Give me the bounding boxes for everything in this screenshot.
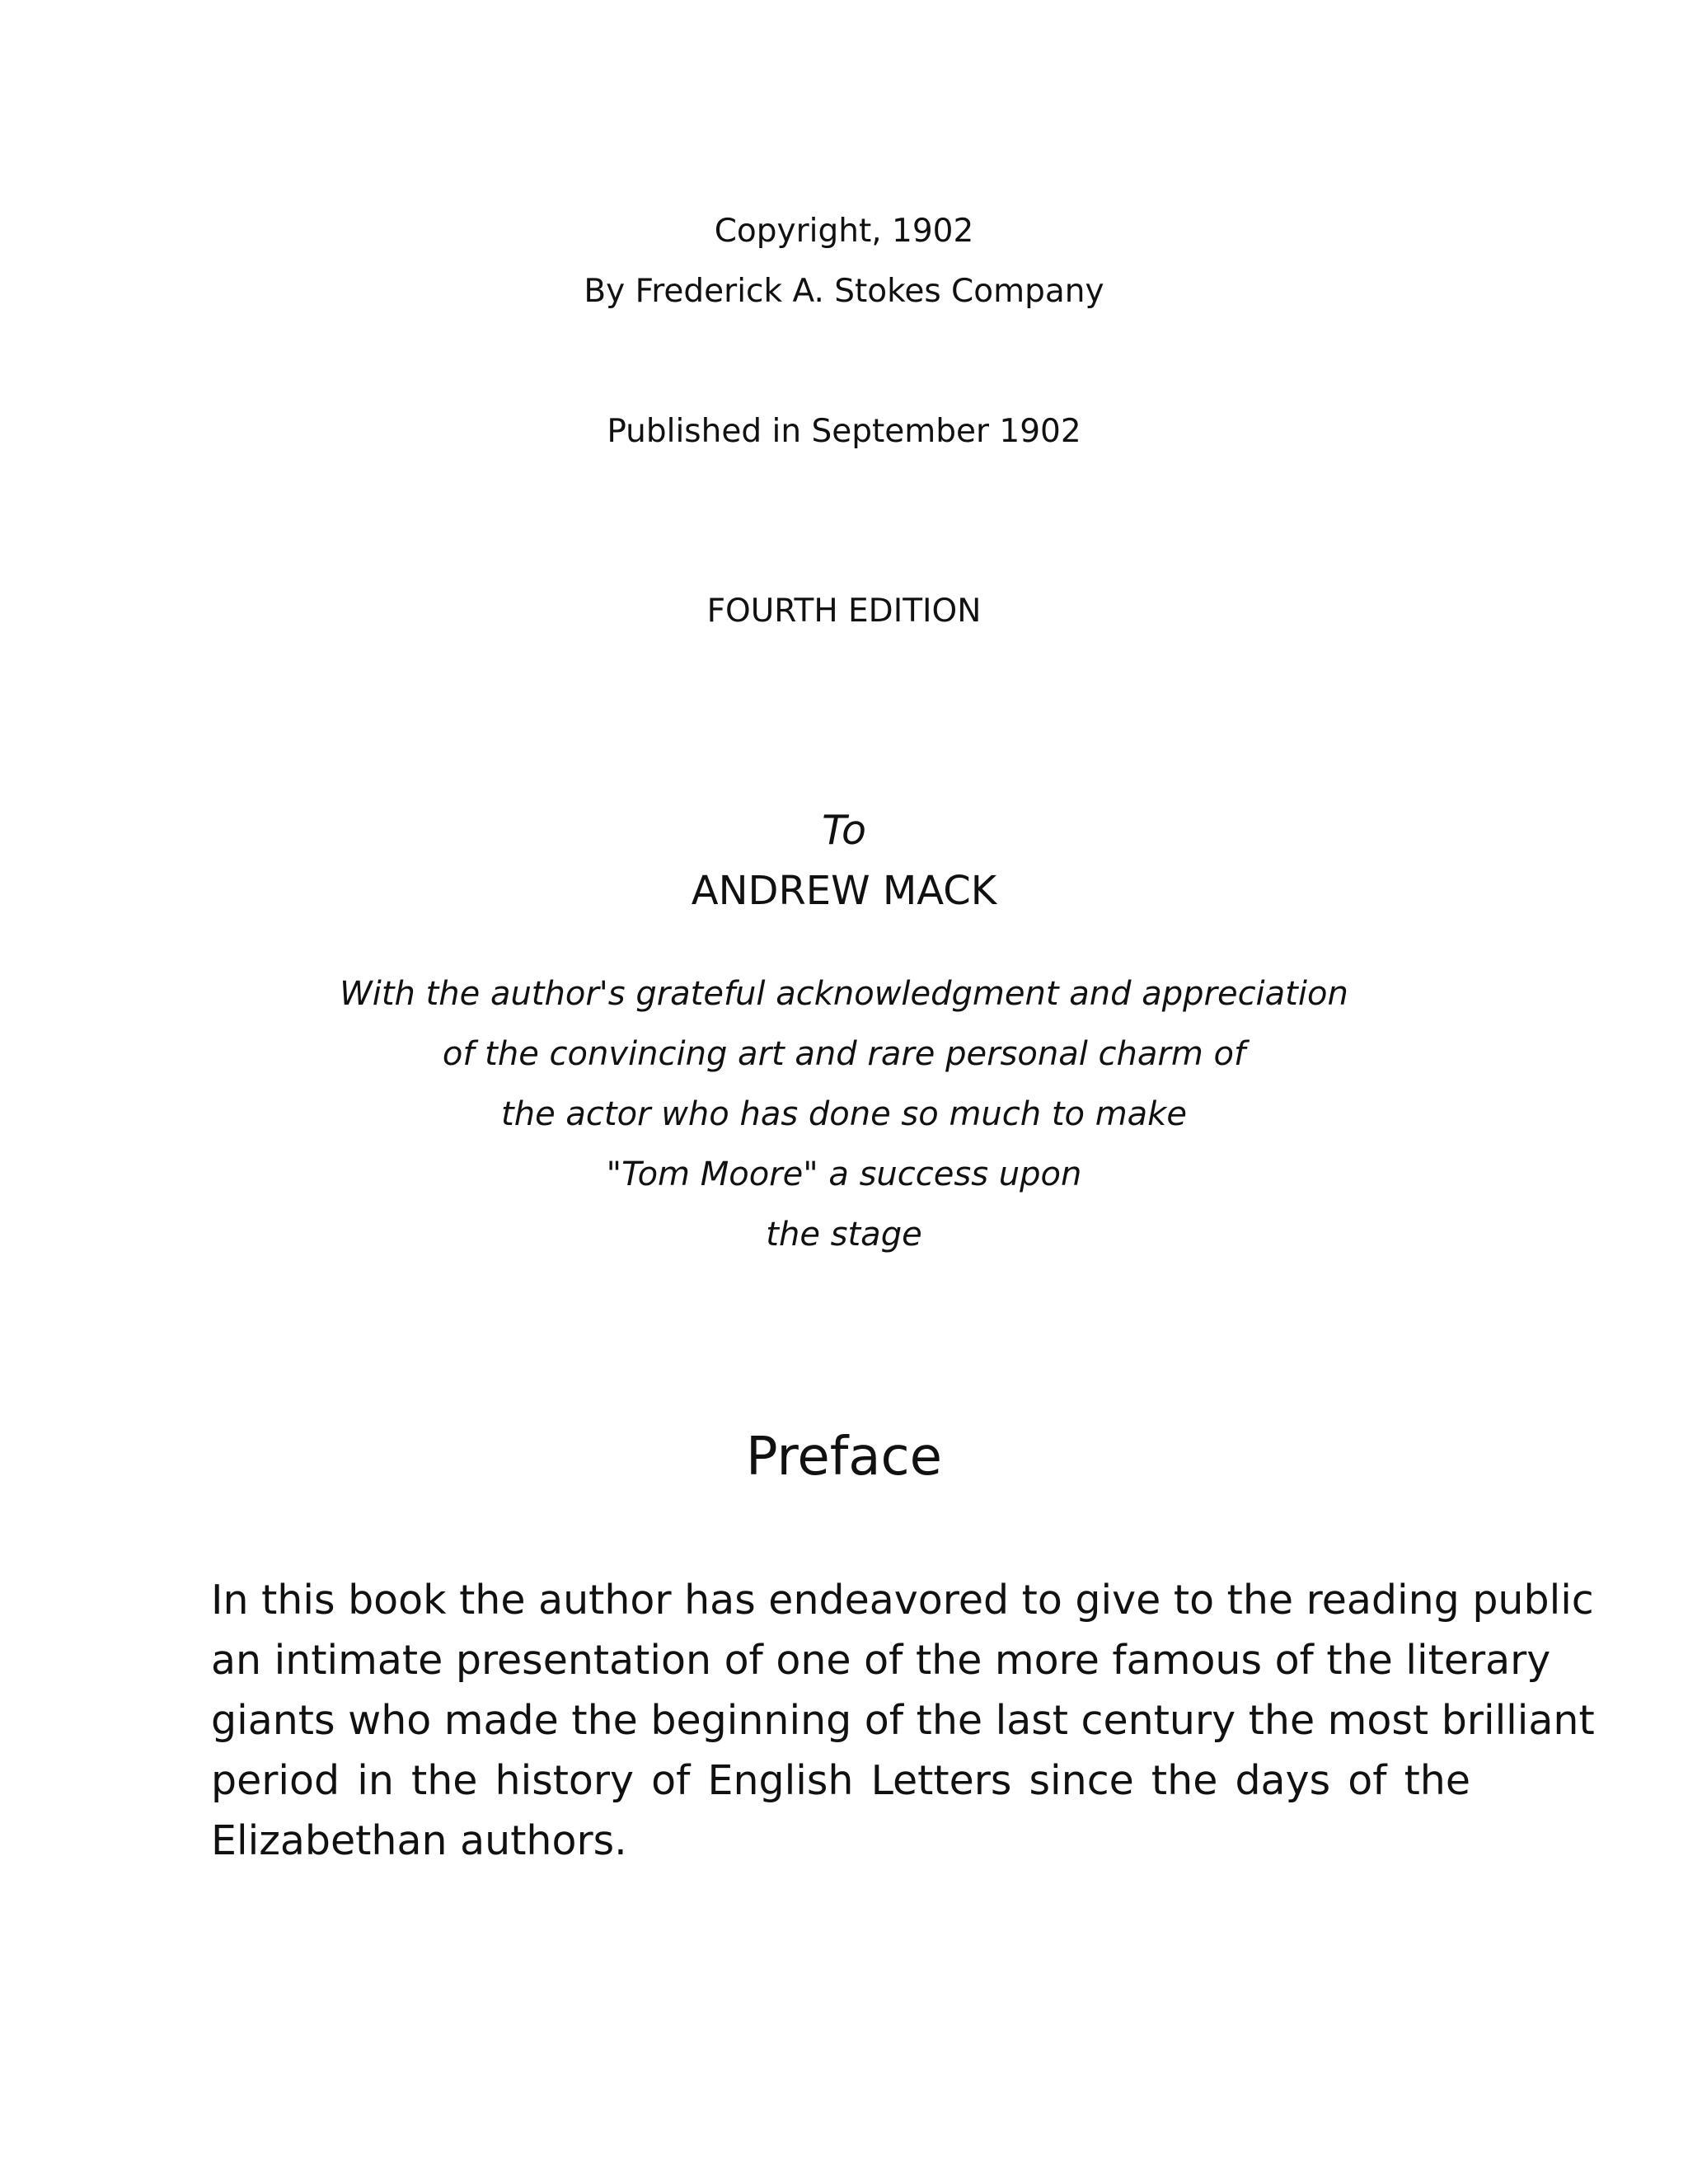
published-date: Published in September 1902 [607,413,1081,450]
preface-line: giants who made the beginning of the last century the most brilliant [211,1697,1595,1744]
preface-line: period in the history of English Letters since the days of the [211,1757,1470,1804]
dedication-name: ANDREW MACK [691,868,997,914]
dedication-line: the actor who has done so much to make [501,1095,1187,1133]
dedication-line: With the author's grateful acknowledgment and appreciation [340,975,1348,1013]
dedication-line: "Tom Moore" a success upon [606,1155,1082,1193]
preface-paragraph [211,1570,1595,1871]
preface-heading: Preface [745,1427,943,1488]
publisher-line: By Frederick A. Stokes Company [584,273,1104,310]
dedication-line: of the convincing art and rare personal charm of [442,1035,1246,1073]
dedication-to: To [822,807,866,854]
preface-line: In this book the author has endeavored to give to the reading public [211,1577,1594,1624]
copyright-line: Copyright, 1902 [714,213,974,250]
edition-label: FOURTH EDITION [706,593,982,630]
dedication-line: the stage [766,1216,922,1254]
preface-line: an intimate presentation of one of the more famous of the literary [211,1637,1551,1684]
preface-line: Elizabethan authors. [211,1817,627,1864]
